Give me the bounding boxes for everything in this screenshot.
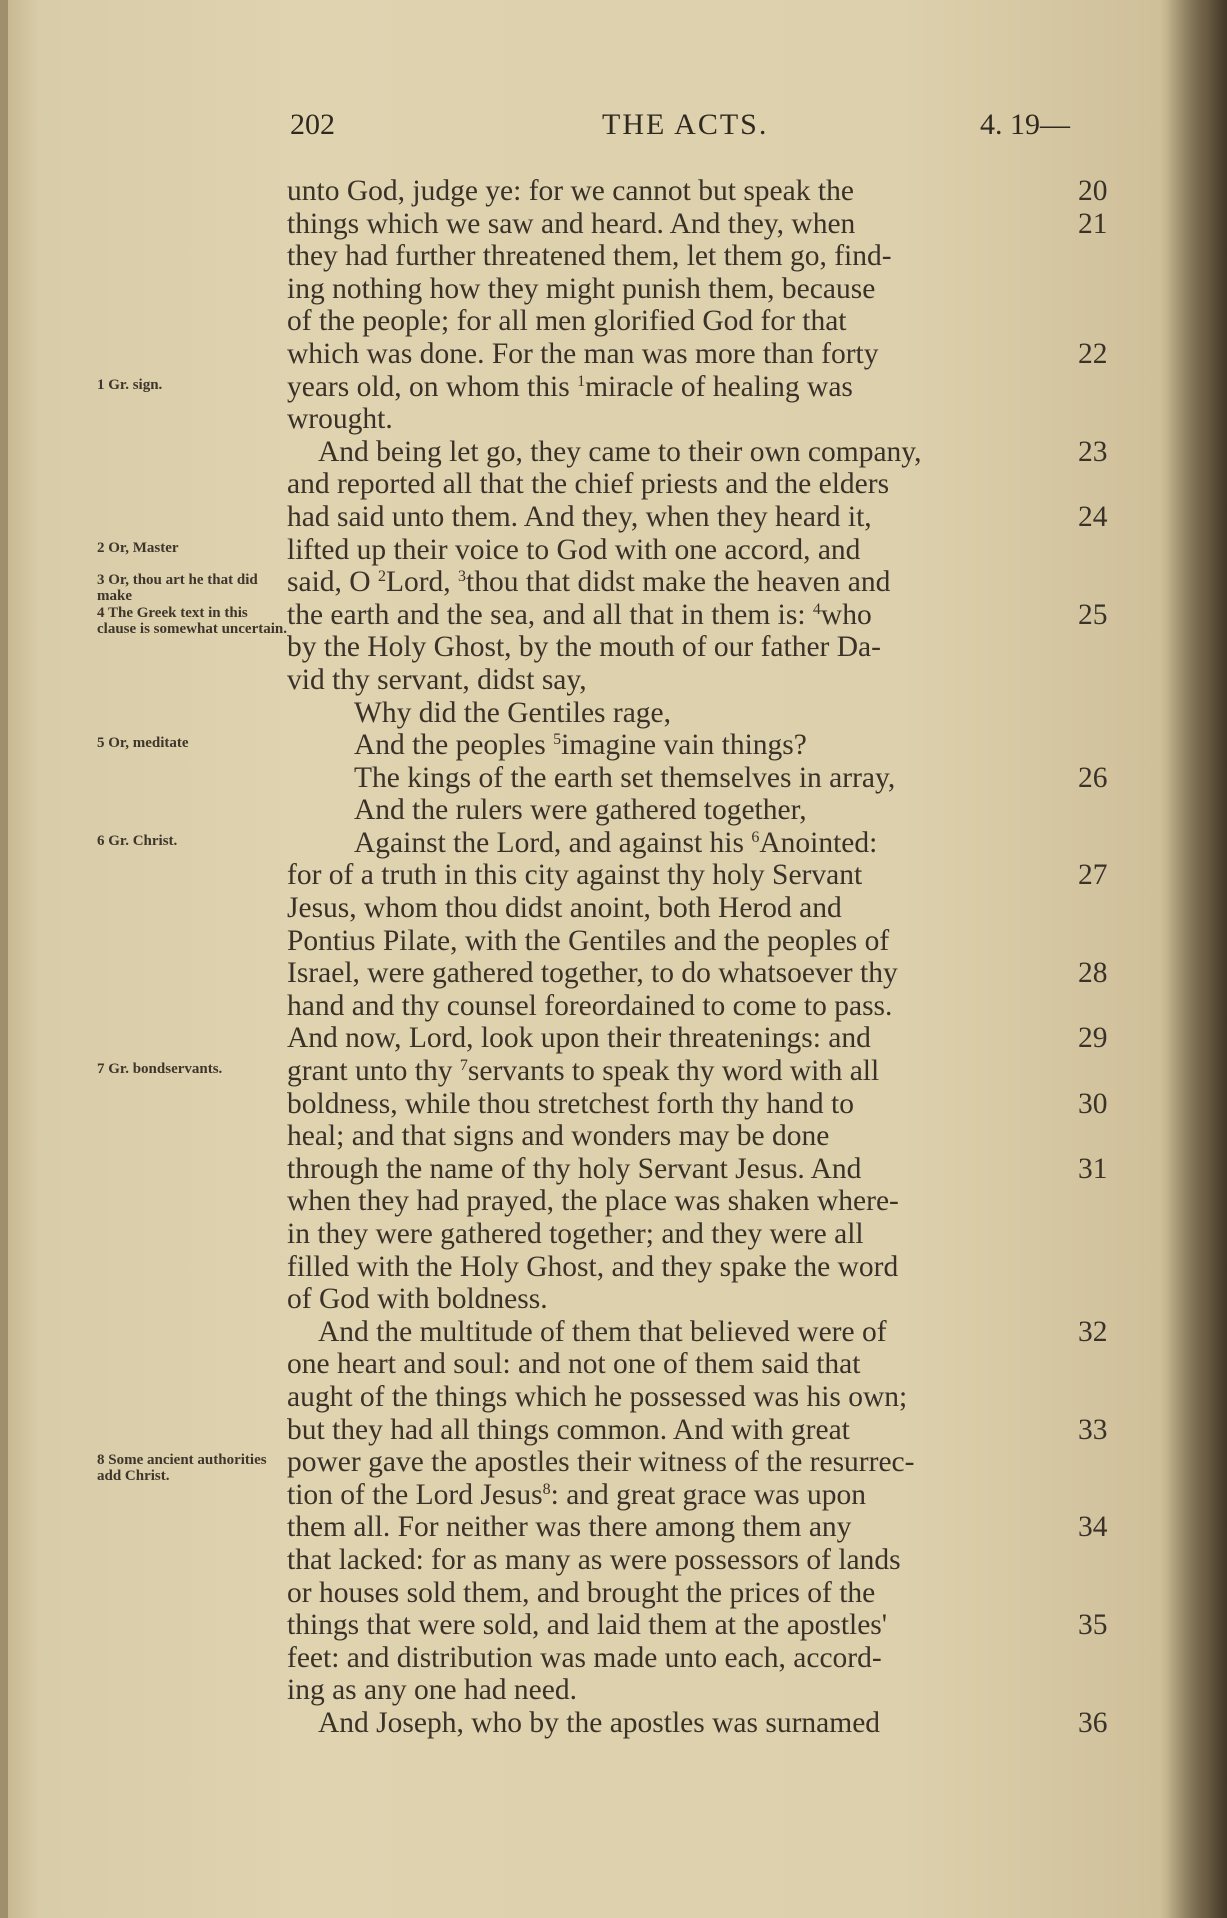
text-line	[0, 1479, 1227, 1512]
line-segment: they had further threatened them, let them go, find-	[287, 240, 892, 273]
line-text	[287, 1642, 882, 1675]
text-line	[0, 1446, 1227, 1485]
text-line	[0, 566, 1227, 605]
line-segment: boldness, while thou stretchest forth thy hand to	[287, 1087, 854, 1120]
line-segment: Israel, were gathered together, to do whatsoever thy	[287, 957, 898, 990]
scripture-text	[0, 175, 1227, 1740]
line-segment: heal; and that signs and wonders may be done	[287, 1120, 830, 1153]
text-line	[0, 240, 1227, 273]
line-text	[287, 631, 881, 664]
line-text	[287, 566, 890, 599]
line-segment: miracle of healing was	[585, 370, 853, 403]
line-text	[318, 1707, 880, 1740]
line-segment: And the peoples	[354, 729, 554, 762]
line-text	[287, 1153, 861, 1186]
line-segment: which was done. For the man was more than forty	[287, 337, 879, 370]
line-segment: years old, on whom this	[287, 370, 578, 403]
line-text	[287, 1674, 577, 1707]
line-segment: Why did the Gentiles rage,	[354, 696, 672, 729]
text-line	[0, 175, 1227, 208]
line-segment: vid thy servant, didst say,	[287, 663, 587, 696]
text-line	[0, 827, 1227, 860]
text-line	[0, 1055, 1227, 1088]
line-text	[287, 1251, 898, 1284]
line-text	[287, 1414, 850, 1447]
line-segment: feet: and distribution was made unto each, accord-	[287, 1641, 882, 1674]
line-text	[354, 729, 807, 762]
verse-number: 29	[1078, 1022, 1108, 1055]
text-line	[0, 338, 1227, 371]
text-line	[0, 1348, 1227, 1381]
text-line	[0, 892, 1227, 925]
line-segment: said, O	[287, 566, 378, 599]
footnote-marker: 6	[751, 828, 760, 846]
margin-note: 4 The Greek text in this clause is somewhat uncertain.	[97, 604, 287, 637]
line-segment: Lord,	[385, 566, 459, 599]
line-text	[287, 403, 393, 436]
line-segment: ing nothing how they might punish them, because	[287, 272, 876, 305]
verse-number: 33	[1078, 1413, 1108, 1446]
line-segment: one heart and soul: and not one of them said that	[287, 1348, 861, 1381]
text-line	[0, 305, 1227, 338]
line-segment: who	[820, 598, 872, 631]
line-text	[287, 664, 587, 697]
text-line	[0, 762, 1227, 795]
line-segment: lifted up their voice to God with one accord, and	[287, 533, 861, 566]
text-line	[0, 436, 1227, 469]
line-segment: for of a truth in this city against thy holy Servant	[287, 859, 863, 892]
line-text	[287, 501, 872, 534]
margin-note: 3 Or, thou art he that did make	[97, 572, 258, 605]
line-segment: in they were gathered together; and they were all	[287, 1218, 864, 1250]
text-line	[0, 403, 1227, 436]
line-segment: The kings of the earth set themselves in array,	[354, 761, 896, 794]
page-number: 202	[290, 108, 335, 141]
text-line	[0, 1153, 1227, 1186]
verse-number: 20	[1078, 175, 1108, 207]
text-line	[0, 1544, 1227, 1577]
line-text	[287, 273, 875, 306]
text-line	[0, 598, 1227, 637]
line-segment: filled with the Holy Ghost, and they spake the word	[287, 1250, 899, 1283]
footnote-marker: 4	[812, 600, 821, 618]
text-line	[0, 273, 1227, 306]
text-line	[0, 1251, 1227, 1284]
text-line	[0, 729, 1227, 762]
text-line	[0, 468, 1227, 501]
running-header	[290, 108, 1070, 148]
line-segment: things that were sold, and laid them at the apostles'	[287, 1609, 888, 1642]
verse-number: 28	[1078, 957, 1108, 990]
line-segment: thou that didst make the heaven and	[466, 566, 891, 599]
line-text	[354, 827, 877, 860]
text-line	[0, 697, 1227, 730]
text-line	[0, 208, 1227, 241]
footnote-marker: 8	[542, 1480, 551, 1498]
margin-note: 1 Gr. sign.	[97, 376, 163, 393]
line-text	[287, 1577, 875, 1610]
line-segment: that lacked: for as many as were possessors of lands	[287, 1543, 901, 1576]
line-segment: servants to speak thy word with all	[467, 1055, 880, 1088]
text-line	[0, 1218, 1227, 1251]
line-segment: Jesus, whom thou didst anoint, both Herod and	[287, 892, 842, 925]
text-line	[0, 1707, 1227, 1740]
line-text	[287, 534, 860, 567]
line-segment: And the multitude of them that believed were of	[318, 1315, 887, 1348]
line-segment: when they had prayed, the place was shaken where-	[287, 1185, 899, 1218]
line-text	[287, 240, 892, 273]
line-text	[287, 468, 889, 501]
verse-number: 30	[1078, 1087, 1108, 1120]
line-segment: and reported all that the chief priests and the elders	[287, 468, 890, 501]
line-text	[287, 990, 892, 1023]
chapter-verse-reference: 4. 19—	[980, 108, 1070, 141]
text-line	[0, 925, 1227, 958]
footnote-marker: 5	[553, 731, 562, 749]
line-segment: of the people; for all men glorified God for that	[287, 305, 847, 338]
text-line	[0, 1120, 1227, 1153]
footnote-marker: 7	[459, 1057, 468, 1075]
text-line	[0, 1316, 1227, 1349]
line-segment: Against the Lord, and against his	[354, 826, 752, 859]
line-text	[287, 1609, 887, 1642]
verse-number: 36	[1078, 1706, 1108, 1739]
verse-number: 32	[1078, 1315, 1108, 1348]
line-segment: grant unto thy	[287, 1055, 460, 1088]
text-line	[0, 1577, 1227, 1610]
page-gutter-shadow	[1167, 0, 1227, 1918]
line-segment: had said unto them. And they, when they heard it,	[287, 500, 872, 533]
line-text	[287, 1088, 854, 1121]
line-text	[354, 697, 671, 730]
line-segment: Pontius Pilate, with the Gentiles and the peoples of	[287, 924, 890, 957]
line-text	[287, 305, 847, 338]
line-text	[287, 859, 862, 892]
text-line	[0, 1283, 1227, 1316]
line-text	[287, 338, 879, 371]
line-text	[287, 1348, 860, 1381]
verse-number: 22	[1078, 337, 1108, 370]
verse-number: 23	[1078, 435, 1108, 468]
line-text	[287, 1479, 866, 1512]
margin-note: 6 Gr. Christ.	[97, 832, 178, 849]
line-text	[287, 1022, 871, 1055]
line-segment: them all. For neither was there among them any	[287, 1511, 852, 1544]
line-text	[354, 762, 895, 795]
line-segment: of God with boldness.	[287, 1283, 548, 1316]
line-segment: through the name of thy holy Servant Jesus. And	[287, 1152, 862, 1185]
line-text	[354, 794, 807, 827]
verse-number: 24	[1078, 500, 1108, 533]
line-text	[287, 1120, 829, 1153]
text-line	[0, 1022, 1227, 1055]
line-segment: the earth and the sea, and all that in them is:	[287, 598, 813, 631]
text-line	[0, 1381, 1227, 1414]
line-segment: And the rulers were gathered together,	[354, 794, 807, 827]
text-line	[0, 1088, 1227, 1121]
line-text	[287, 208, 855, 241]
line-text	[318, 1316, 887, 1349]
text-line	[0, 534, 1227, 567]
verse-number: 35	[1078, 1609, 1108, 1642]
line-text	[287, 371, 853, 404]
footnote-marker: 3	[458, 568, 467, 586]
line-text	[287, 1283, 548, 1316]
text-line	[0, 664, 1227, 697]
text-line	[0, 1674, 1227, 1707]
margin-note: 7 Gr. bondservants.	[97, 1061, 223, 1078]
line-segment: imagine vain things?	[561, 729, 807, 762]
text-line	[0, 631, 1227, 664]
text-line	[0, 1414, 1227, 1447]
line-text	[287, 599, 872, 632]
footnote-marker: 2	[377, 568, 386, 586]
text-line	[0, 794, 1227, 827]
line-segment: : and great grace was upon	[550, 1478, 866, 1511]
line-text	[287, 892, 842, 925]
verse-number: 34	[1078, 1511, 1108, 1544]
margin-note: 2 Or, Master	[97, 539, 179, 556]
line-segment: And being let go, they came to their own company,	[318, 435, 922, 468]
line-segment: or houses sold them, and brought the prices of the	[287, 1576, 876, 1609]
line-text	[287, 925, 889, 958]
line-text	[287, 175, 854, 208]
line-segment: Anointed:	[759, 826, 878, 859]
text-line	[0, 371, 1227, 404]
text-line	[0, 1185, 1227, 1218]
text-line	[0, 859, 1227, 892]
margin-note: 5 Or, meditate	[97, 735, 189, 752]
text-line	[0, 1609, 1227, 1642]
line-text	[287, 1185, 899, 1218]
line-segment: ing as any one had need.	[287, 1674, 577, 1707]
book-title: THE ACTS.	[602, 108, 769, 141]
line-text	[287, 1446, 914, 1479]
text-line	[0, 1642, 1227, 1675]
line-text	[287, 957, 898, 990]
line-segment: unto God, judge ye: for we cannot but speak the	[287, 175, 854, 207]
text-line	[0, 957, 1227, 990]
verse-number: 25	[1078, 598, 1108, 631]
line-segment: power gave the apostles their witness of the resurrec-	[287, 1446, 915, 1479]
line-segment: And now, Lord, look upon their threatenings: and	[287, 1022, 871, 1055]
line-text	[287, 1511, 851, 1544]
verse-number: 31	[1078, 1152, 1108, 1185]
text-line	[0, 501, 1227, 534]
footnote-marker: 1	[577, 372, 586, 390]
line-segment: things which we saw and heard. And they, when	[287, 207, 856, 240]
verse-number: 26	[1078, 761, 1108, 794]
verse-number: 27	[1078, 859, 1108, 892]
verse-number: 21	[1078, 207, 1108, 240]
line-segment: tion of the Lord Jesus	[287, 1478, 543, 1511]
line-text	[318, 436, 922, 469]
text-line	[0, 990, 1227, 1023]
line-segment: And Joseph, who by the apostles was surnamed	[318, 1706, 881, 1739]
line-text	[287, 1544, 901, 1577]
line-text	[287, 1381, 907, 1414]
line-text	[287, 1218, 864, 1251]
line-segment: by the Holy Ghost, by the mouth of our father Da-	[287, 631, 881, 664]
line-segment: but they had all things common. And with great	[287, 1413, 850, 1446]
margin-note: 8 Some ancient authorities add Christ.	[97, 1452, 267, 1485]
text-line	[0, 1511, 1227, 1544]
line-text	[287, 1055, 879, 1088]
line-segment: aught of the things which he possessed was his own;	[287, 1380, 908, 1413]
line-segment: wrought.	[287, 403, 393, 436]
line-segment: hand and thy counsel foreordained to come to pass.	[287, 989, 893, 1022]
